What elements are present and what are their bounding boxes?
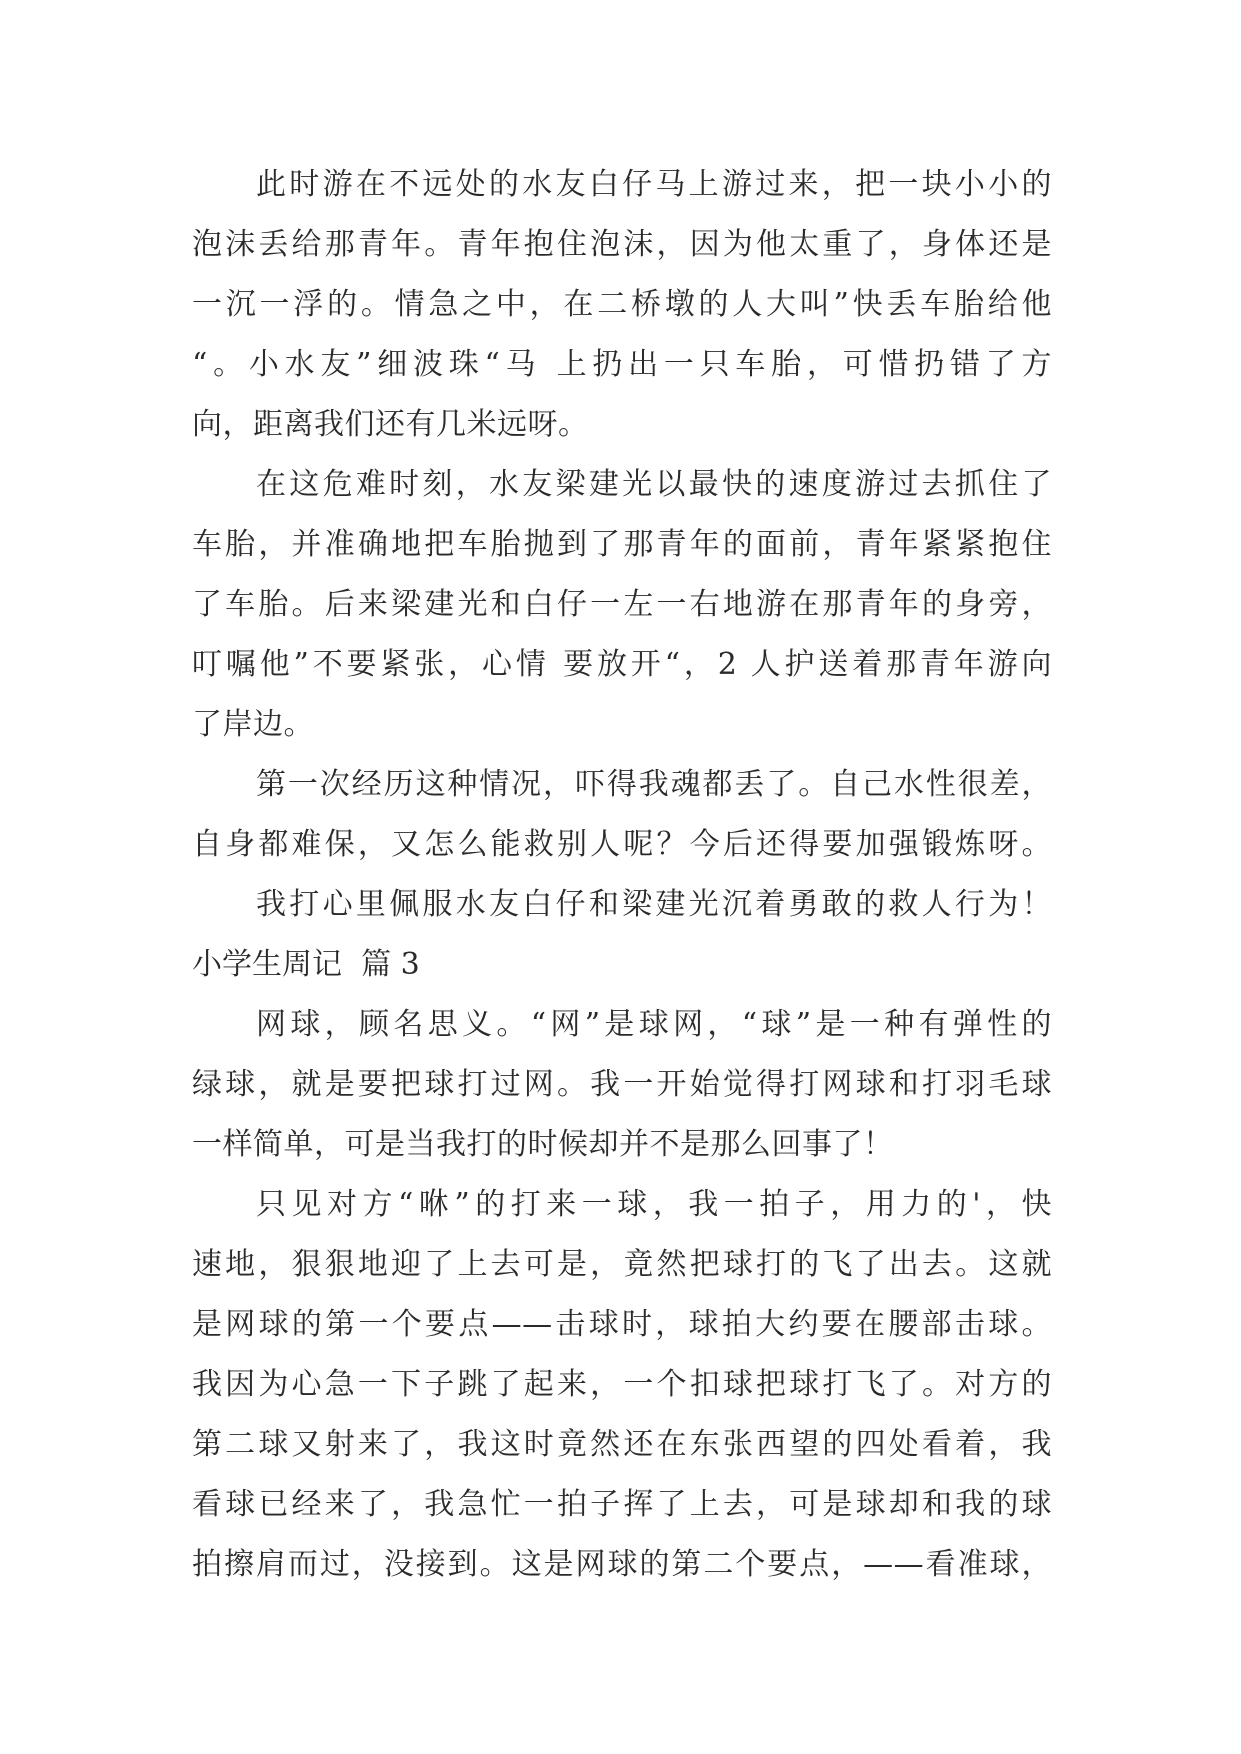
paragraph-line: 只见对方“咻”的打来一球，我一拍子，用力的'，快 [256,1187,1052,1222]
paragraph-line: 此时游在不远处的水友白仔马上游过来，把一块小小的 [256,167,1052,202]
paragraph-line: 网球，顾名思义。“网”是球网，“球”是一种有弹性的 [256,1007,1052,1042]
paragraph-line: 我因为心急一下子跳了起来，一个扣球把球打飞了。对方的 [192,1367,1052,1402]
paragraph-line: 了车胎。后来梁建光和白仔一左一右地游在那青年的身旁， [192,587,1052,622]
paragraph-line: 叮嘱他”不要紧张，心情 要放开“，2 人护送着那青年游向 [192,647,1052,682]
paragraph-line: 自身都难保，又怎么能救别人呢？今后还得要加强锻炼呀。 [192,827,1052,862]
paragraph-line: 一沉一浮的。情急之中，在二桥墩的人大叫”快丢车胎给他 [192,287,1052,322]
paragraph-line: 是网球的第一个要点——击球时，球拍大约要在腰部击球。 [192,1307,1052,1342]
paragraph-line: 速地，狠狠地迎了上去可是，竟然把球打的飞了出去。这就 [192,1247,1052,1282]
paragraph-line: 看球已经来了，我急忙一拍子挥了上去，可是球却和我的球 [192,1487,1052,1522]
section-heading: 小学生周记 篇 3 [192,947,420,982]
paragraph-line: 了岸边。 [192,707,314,742]
paragraph-line: 绿球，就是要把球打过网。我一开始觉得打网球和打羽毛球 [192,1067,1052,1102]
paragraph-line: 第二球又射来了，我这时竟然还在东张西望的四处看着，我 [192,1427,1052,1462]
paragraph-line: 在这危难时刻，水友梁建光以最快的速度游过去抓住了 [256,467,1052,502]
paragraph-line: 车胎，并准确地把车胎抛到了那青年的面前，青年紧紧抱住 [192,527,1052,562]
paragraph-line: 泡沫丢给那青年。青年抱住泡沫，因为他太重了，身体还是 [192,227,1052,262]
paragraph-line: 拍擦肩而过，没接到。这是网球的第二个要点，——看准球， [192,1547,1052,1582]
paragraph-line: 我打心里佩服水友白仔和梁建光沉着勇敢的救人行为！ [256,887,1052,922]
document-body [192,155,1052,1595]
paragraph-line: 一样简单，可是当我打的时候却并不是那么回事了！ [192,1127,894,1162]
paragraph-line: “。小水友”细波珠“马 上扔出一只车胎，可惜扔错了方 [192,347,1052,382]
paragraph-line: 第一次经历这种情况，吓得我魂都丢了。自己水性很差， [256,767,1052,802]
paragraph-line: 向，距离我们还有几米远呀。 [192,407,589,442]
